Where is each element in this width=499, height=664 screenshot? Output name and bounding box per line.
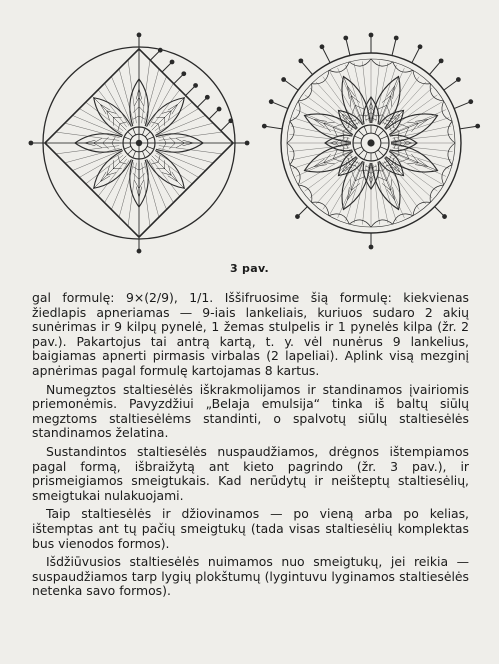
petal-vein — [352, 105, 364, 114]
center-spoke — [133, 151, 136, 158]
center-spoke — [380, 136, 387, 139]
center-spoke — [128, 149, 133, 154]
figure-caption: 3 pav. — [229, 262, 270, 275]
paragraph: Numegztos staltiesėlės iškrakmolijamos ir standinamos įvairiomis priemonėmis. Pavyzdžiui „Belaja emulsija“ tinka iš baltų siūlų megztoms staltiesėlėms standinti, o spalvotų siūlų staltiesėlės standinamos želatina. — [32, 381, 469, 441]
pin-head — [439, 58, 444, 63]
pin-head — [158, 48, 163, 53]
center-spoke — [124, 146, 131, 149]
pin-line — [284, 80, 299, 91]
scallop — [448, 143, 455, 165]
scallop — [371, 59, 393, 66]
petal-vein — [378, 172, 390, 181]
pin-line — [460, 126, 478, 129]
scallop — [287, 143, 294, 165]
pin-head — [228, 118, 233, 123]
center-spoke — [358, 130, 364, 136]
body-text — [32, 291, 469, 599]
center-spoke — [354, 147, 361, 150]
pin-head — [217, 107, 222, 112]
pin-line — [346, 38, 350, 56]
pin-head — [298, 58, 303, 63]
pin-head — [170, 60, 175, 65]
center-spoke — [354, 136, 361, 139]
petal-vein — [333, 124, 342, 136]
paragraph: Išdžiūvusios staltiesėlės nuimamos nuo smeigtukų, jei reikia — suspaudžiamos tarp lygių plokštumų (lygintuvu lyginamos staltiesėlės netenka savo formos). — [32, 554, 469, 599]
pin-head — [475, 124, 480, 129]
pin-head — [369, 245, 374, 250]
mesh-line — [98, 90, 127, 127]
petal-vein — [400, 124, 409, 136]
mesh-line — [151, 90, 180, 127]
paragraph: Taip staltiesėlės ir džiovinamos — po vieną arba po kelias, ištemptas ant tų pačių smeigtukų (tada visas staltiesėlių komplektas bus vienodos formos). — [32, 506, 469, 551]
mesh-line — [338, 68, 362, 123]
mesh-line — [380, 163, 404, 218]
scallop — [349, 59, 371, 66]
center-spoke — [128, 132, 133, 137]
scallop — [287, 121, 294, 143]
pin-head — [394, 36, 399, 41]
center-spoke — [147, 137, 154, 140]
mesh-line — [98, 159, 127, 196]
pin-head — [320, 44, 325, 49]
pin-line — [454, 102, 471, 109]
pin-head — [468, 99, 473, 104]
center-spoke — [142, 151, 145, 158]
petal-vein — [400, 150, 409, 162]
pin-head — [456, 77, 461, 82]
pin-line — [301, 61, 313, 75]
petal-midrib — [94, 156, 127, 189]
pin-head — [137, 249, 142, 254]
pin-line — [392, 38, 396, 56]
mesh-line — [380, 68, 404, 123]
center-spoke — [378, 150, 384, 156]
mesh-line — [151, 159, 180, 196]
center-spoke — [378, 130, 384, 136]
pin-head — [262, 124, 267, 129]
pin-line — [444, 80, 459, 91]
center-spoke — [358, 150, 364, 156]
petal-midrib — [94, 98, 127, 131]
mesh-line — [155, 102, 192, 131]
pin-head — [343, 36, 348, 41]
mesh-line — [155, 155, 192, 184]
center-spoke — [133, 128, 136, 135]
petal-midrib — [152, 98, 185, 131]
mesh-line — [296, 110, 351, 134]
scallop — [448, 121, 455, 143]
square-doily-diagram — [29, 33, 250, 254]
petal-vein — [352, 172, 364, 181]
pin-head — [442, 214, 447, 219]
pin-head — [281, 77, 286, 82]
center-spoke — [364, 152, 367, 159]
pin-line — [322, 47, 330, 63]
mesh-line — [391, 110, 446, 134]
petal-vein — [378, 105, 390, 114]
center-spoke — [145, 132, 150, 137]
center-spoke — [147, 146, 154, 149]
pin-head — [245, 141, 250, 146]
center-dot — [136, 140, 142, 146]
pin-head — [369, 33, 374, 38]
mesh-line — [338, 163, 362, 218]
round-doily-diagram — [262, 33, 480, 250]
center-spoke — [124, 137, 131, 140]
mesh-line — [391, 152, 446, 176]
pin-head — [205, 95, 210, 100]
pin-line — [271, 102, 288, 109]
mesh-line — [296, 152, 351, 176]
pin-head — [137, 33, 142, 38]
center-spoke — [375, 126, 378, 133]
scallop — [349, 220, 371, 227]
center-spoke — [145, 149, 150, 154]
doily-patterns-figure — [0, 0, 499, 262]
pin-head — [418, 44, 423, 49]
pin-head — [269, 99, 274, 104]
pin-head — [193, 83, 198, 88]
petal-midrib — [152, 156, 185, 189]
pin-line — [429, 61, 441, 75]
pin-line — [264, 126, 282, 129]
center-dot — [367, 139, 374, 146]
pin-head — [181, 71, 186, 76]
pin-head — [29, 141, 34, 146]
mesh-line — [86, 102, 123, 131]
pin-line — [412, 47, 420, 63]
paragraph: Sustandintos staltiesėlės nuspaudžiamos, drėgnos ištempiamos pagal formą, išbraižytą ant kieto pagrindo (žr. 3 pav.), ir prismeigiamos smeigtukais. Kad nerūdytų ir neišteptų staltiesėlių, smeigtukai nulakuojami. — [32, 443, 469, 503]
scallop — [371, 220, 393, 227]
center-spoke — [380, 147, 387, 150]
center-spoke — [364, 126, 367, 133]
pin-head — [295, 214, 300, 219]
center-spoke — [142, 128, 145, 135]
mesh-line — [86, 155, 123, 184]
paragraph: gal formulę: 9×(2/9), 1/1. Iššifruosime šią formulę: kiekvienas žiedlapis apneriamas — 9-iais lankeliais, kuriuos sudaro 2 akių sunėrimas ir 9 kilpų pynelė, 1 žemas stulpelis ir 1 pynelės kilpa (žr. 2 pav.). Pakartojus tai antrą kartą, t. y. vėl nunėrus 9 lankelius, baigiamas apnerti pirmasis virbalas (2 lapeliai). Aplink visą mezginį apnėrimas pagal formulę kartojamas 8 kartus. — [32, 290, 469, 378]
center-spoke — [375, 152, 378, 159]
petal-vein — [333, 150, 342, 162]
